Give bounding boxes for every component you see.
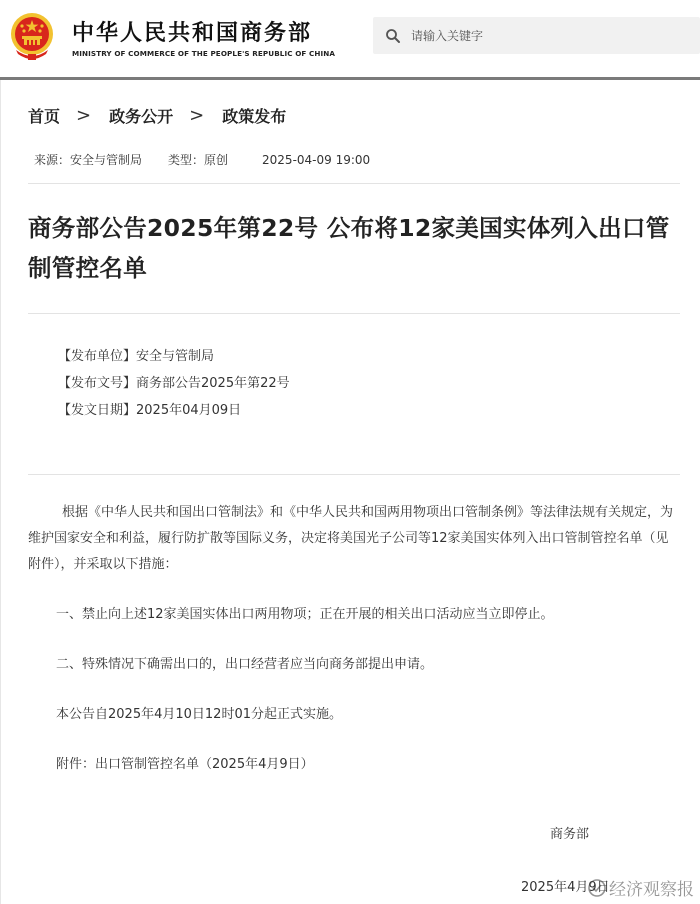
search-box[interactable]: [373, 17, 700, 54]
article-body: [28, 500, 680, 778]
site-title[interactable]: 中华人民共和国商务部: [72, 21, 313, 46]
effective-date-paragraph: 本公告自2025年4月10日12时01分起正式实施。: [56, 707, 342, 722]
header-divider: [0, 77, 700, 80]
site-subtitle: MINISTRY OF COMMERCE OF THE PEOPLE'S REPUBLIC OF CHINA: [72, 49, 336, 58]
signature: 商务部: [550, 827, 590, 842]
article-meta: [34, 151, 370, 168]
article-info: [58, 343, 290, 424]
breadcrumb-policy-release[interactable]: 政策发布: [222, 107, 287, 126]
article-title: 商务部公告2025年第22号 公布将12家美国实体列入出口管制管控名单: [28, 214, 670, 282]
intro-paragraph: 根据《中华人民共和国出口管制法》和《中华人民共和国两用物项出口管制条例》等法律法规有关规定，为维护国家安全和利益，履行防扩散等国际义务，决定将美国光子公司等12家美国实体列入出口管制管控名单（见附件），并采取以下措施：: [28, 505, 674, 572]
measure-two: 二、特殊情况下确需出口的，出口经营者应当向商务部提出申请。: [56, 657, 434, 672]
breadcrumb-government-affairs[interactable]: 政务公开: [109, 107, 174, 126]
info-issue-date: 【发文日期】2025年04月09日: [58, 403, 242, 418]
meta-type: 类型：原创: [168, 153, 229, 167]
info-document-number: 【发布文号】商务部公告2025年第22号: [58, 376, 290, 391]
watermark-logo-icon: [587, 878, 607, 898]
divider: [28, 313, 680, 314]
content-frame-border: [0, 80, 1, 904]
attachment-link[interactable]: 附件：出口管制管控名单（2025年4月9日）: [56, 757, 314, 772]
breadcrumb-home[interactable]: 首页: [28, 107, 61, 126]
national-emblem-icon[interactable]: [8, 10, 56, 62]
breadcrumb: [28, 104, 286, 127]
divider: [28, 474, 680, 475]
search-icon[interactable]: [385, 28, 401, 44]
watermark-text: 经济观察报: [609, 880, 694, 900]
chevron-right-icon: >: [76, 105, 92, 126]
site-header: [0, 0, 700, 80]
measure-one: 一、禁止向上述12家美国实体出口两用物项；正在开展的相关出口活动应当立即停止。: [56, 607, 554, 622]
divider: [28, 183, 680, 184]
sign-date: 2025年4月9日: [521, 880, 610, 895]
search-input[interactable]: [411, 17, 691, 54]
watermark: [587, 875, 694, 900]
meta-datetime: 2025-04-09 19:00: [262, 153, 371, 167]
meta-source: 来源：安全与管制局: [34, 153, 143, 167]
info-publisher: 【发布单位】安全与管制局: [58, 349, 215, 364]
chevron-right-icon: >: [189, 105, 205, 126]
